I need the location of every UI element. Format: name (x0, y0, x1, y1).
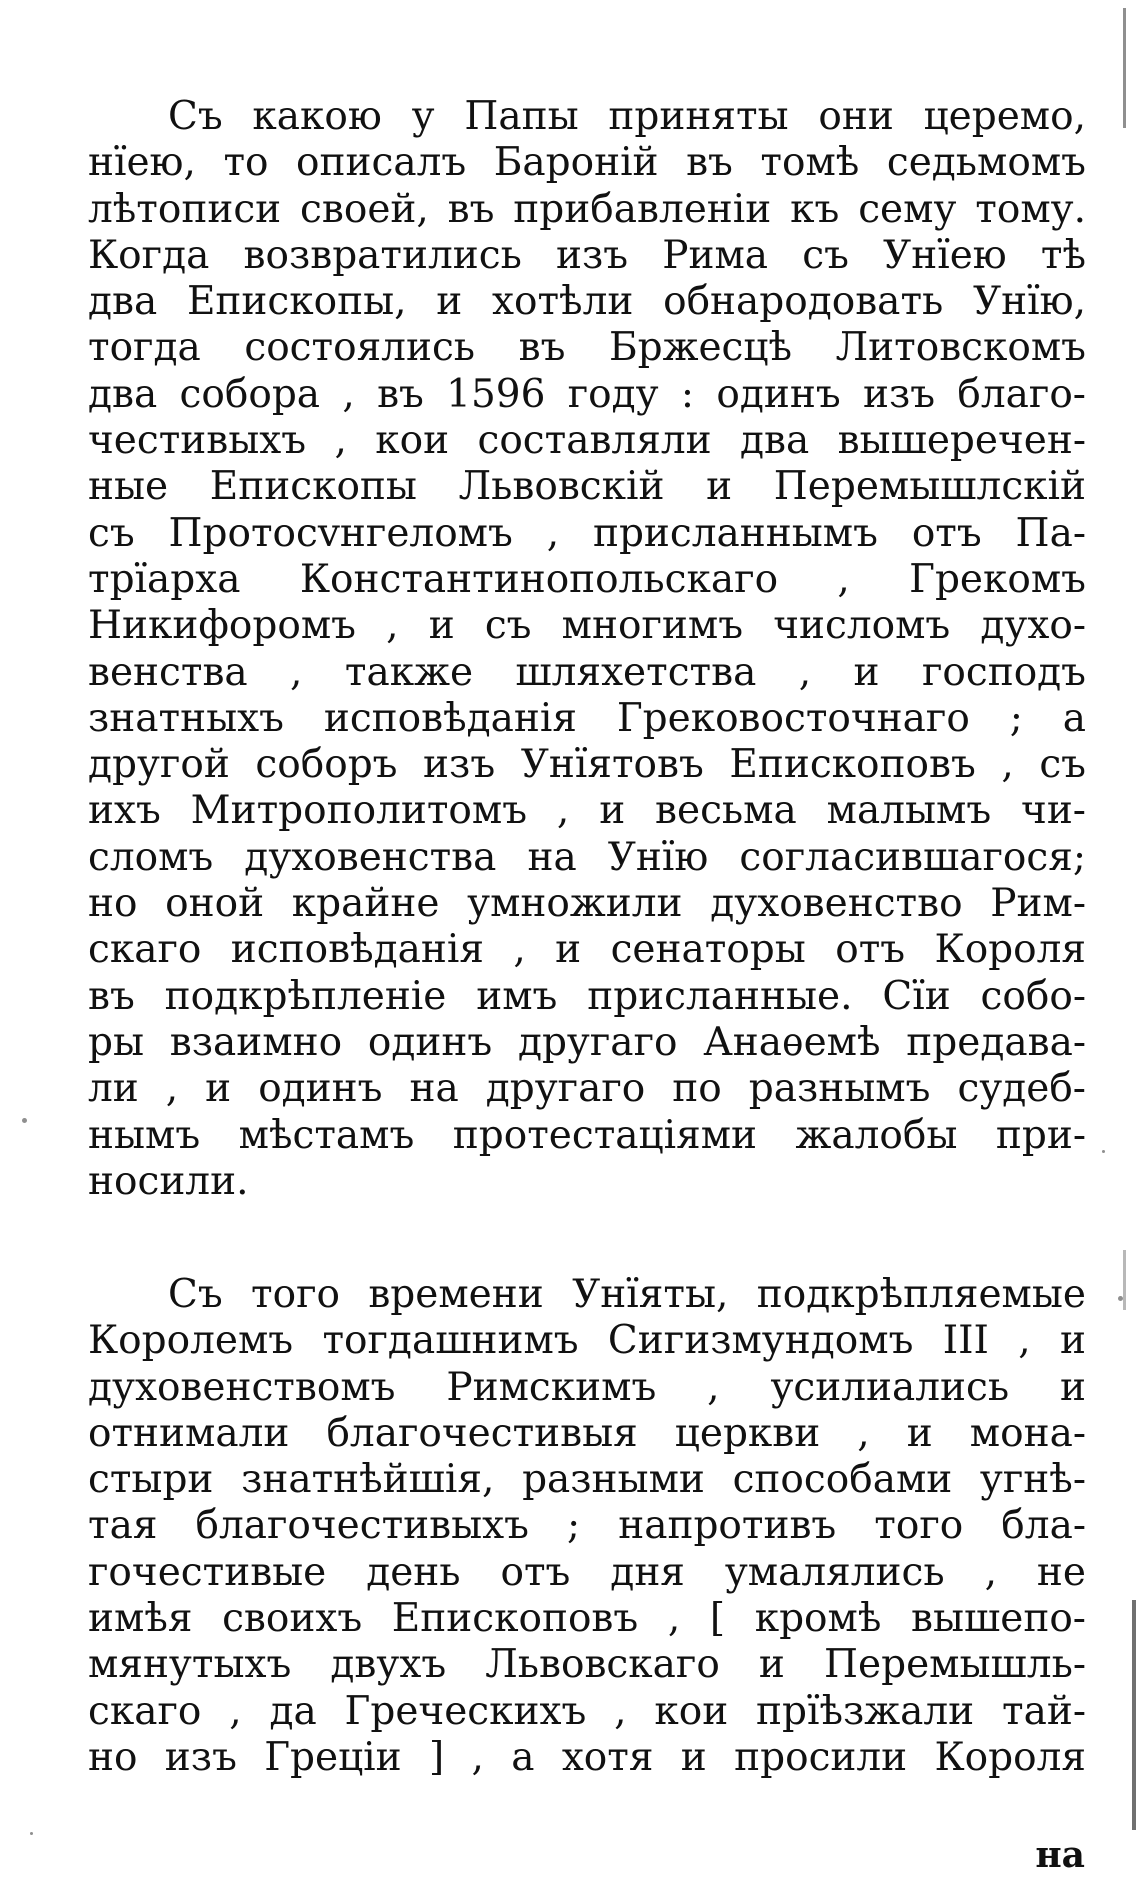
text-line: Королемъ тогдашнимъ Сигизмундомъ III , и (88, 1318, 1086, 1364)
text-line: въ подкрѣпленіе имъ присланные. Сїи собо- (88, 973, 1086, 1019)
text-line: ихъ Митрополитомъ , и весьма малымъ чи- (88, 788, 1086, 834)
text-line: стыри знатнѣйшія, разными способами угнѣ- (88, 1457, 1086, 1503)
text-line: но оной крайне умножили духовенство Рим- (88, 881, 1086, 927)
text-line: но изъ Греціи ] , а хотя и просили Короля (88, 1734, 1086, 1780)
text-line: сломъ духовенства на Унїю согласившагося; (88, 834, 1086, 880)
text-line: отнимали благочестивыя церкви , и мона- (88, 1410, 1086, 1456)
text-line: тая благочестивыхъ ; напротивъ того бла- (88, 1503, 1086, 1549)
text-line: ли , и одинъ на другаго по разнымъ судеб- (88, 1066, 1086, 1112)
scan-edge-mark (1123, 1250, 1126, 1310)
text-line: венства , также шляхетства , и господъ (88, 649, 1086, 695)
text-line: Съ того времени Унїяты, подкрѣпляемые (168, 1272, 1086, 1317)
text-line: Никифоромъ , и съ многимъ числомъ духо- (88, 603, 1086, 649)
text-line: два Епископы, и хотѣли обнародовать Унїю, (88, 279, 1086, 325)
scan-edge-mark (1132, 1600, 1136, 1830)
scan-speck (22, 1118, 27, 1123)
scan-edge-mark (1123, 8, 1126, 128)
text-line: нїею, то описалъ Бароній въ томѣ седьмомъ (88, 140, 1086, 186)
text-line: Съ какою у Папы приняты они церемо, (168, 94, 1086, 139)
text-line: имѣя своихъ Епископовъ , [ кромѣ вышепо- (88, 1596, 1086, 1642)
text-line: лѣтописи своей, въ прибавленіи къ сему тому. (88, 186, 1086, 232)
text-line: честивыхъ , кои составляли два вышеречен- (88, 418, 1086, 464)
text-line: духовенствомъ Римскимъ , усилиались и (88, 1364, 1086, 1410)
text-line: скаго исповѣданія , и сенаторы отъ Короля (88, 927, 1086, 973)
text-line: трїарха Константинопольскаго , Грекомъ (88, 556, 1086, 602)
text-line: мянутыхъ двухъ Львовскаго и Перемышль- (88, 1642, 1086, 1688)
paragraph-1 (88, 94, 1086, 1205)
scan-speck (1118, 1296, 1123, 1301)
text-line: ные Епископы Львовскій и Перемышлскій (88, 464, 1086, 510)
text-line: два собора , въ 1596 году : одинъ изъ благо- (88, 371, 1086, 417)
paragraph-2 (88, 1272, 1086, 1781)
text-line: нымъ мѣстамъ протестаціями жалобы при- (88, 1112, 1086, 1158)
scan-speck (30, 1832, 33, 1835)
scan-speck (1102, 1150, 1105, 1153)
text-line: ры взаимно одинъ другаго Анаѳемѣ предава- (88, 1019, 1086, 1065)
text-line: тогда состоялись въ Бржесцѣ Литовскомъ (88, 325, 1086, 371)
text-line: гочестивые день отъ дня умалялись , не (88, 1549, 1086, 1595)
text-line: другой соборъ изъ Унїятовъ Епископовъ , съ (88, 742, 1086, 788)
text-line: Когда возвратились изъ Рима съ Унїею тѣ (88, 232, 1086, 278)
text-line: знатныхъ исповѣданія Грековосточнаго ; а (88, 695, 1086, 741)
catchword: на (1035, 1834, 1085, 1876)
text-line: носили. (88, 1158, 249, 1204)
text-line: съ Протосvнгеломъ , присланнымъ отъ Па- (88, 510, 1086, 556)
text-line: скаго , да Греческихъ , кои прїѣзжали тай- (88, 1688, 1086, 1734)
